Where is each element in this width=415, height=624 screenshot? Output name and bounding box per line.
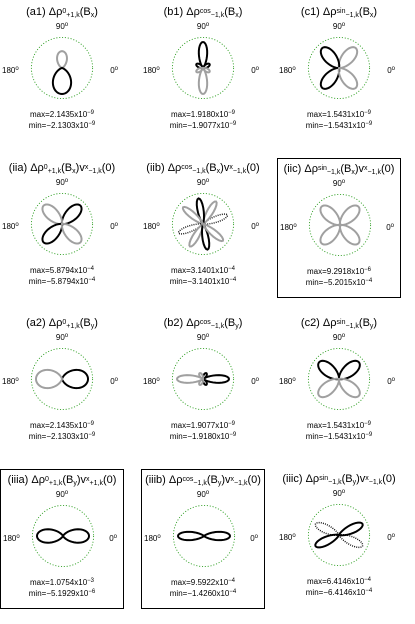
lobe-black-0 — [339, 523, 363, 536]
angle-label-0: 0$^o$ — [386, 223, 394, 232]
angle-label-0: 0$^o$ — [109, 534, 117, 543]
lobe-dotted-1 — [315, 523, 339, 536]
polar-panel-iia — [0, 158, 124, 298]
panel-argsub: y — [369, 323, 374, 330]
panel-label: (b1) — [163, 6, 184, 18]
min-value: $\min=-5.8794x10^{-4}$ — [28, 277, 96, 286]
angle-label-90: 90$^o$ — [196, 22, 210, 31]
lobe-gray-3 — [62, 224, 82, 244]
panel-sup: 0 — [45, 476, 49, 483]
panel-label: (iib) — [146, 162, 165, 174]
lobe-black-0 — [62, 204, 82, 224]
lobes — [179, 198, 228, 249]
lobe-black-1 — [37, 529, 63, 543]
panel-title — [0, 162, 124, 176]
panel-title — [0, 6, 124, 20]
panel-sup: cos — [181, 164, 193, 171]
panel-v: v — [358, 163, 365, 175]
panel-title — [141, 317, 265, 331]
min-value: $\min=-6.4146x10^{-4}$ — [305, 588, 373, 597]
panel-argsub: x — [351, 169, 355, 176]
panel-sup: 0 — [62, 8, 67, 15]
angle-label-180: 180$^o$ — [280, 223, 297, 232]
panel-vend: (0) — [101, 162, 116, 174]
panel-arg: (B — [358, 6, 370, 18]
panel-title — [278, 163, 400, 177]
panel-sub: −1,k — [326, 169, 341, 176]
angle-label-90: 90$^o$ — [196, 178, 210, 187]
polar-panel-iic — [277, 158, 401, 298]
panel-sub: +1,k — [66, 12, 80, 19]
panel-argsub: y — [217, 480, 222, 487]
lobe-black-0 — [339, 361, 360, 379]
polar-panel-iiia — [0, 469, 124, 609]
lobes — [177, 373, 229, 385]
min-value: $\min=-2.1303x10^{-9}$ — [28, 432, 96, 441]
panel-symbol: Δρ — [186, 317, 200, 329]
panel-symbol: Δρ — [167, 162, 182, 174]
panel-vsub: −1,k — [88, 168, 102, 175]
lobes — [318, 361, 360, 397]
polar-plot — [167, 188, 239, 260]
polar-panel-iiic — [277, 469, 401, 609]
polar-plot — [168, 500, 240, 572]
panel-sup: 0 — [43, 164, 48, 171]
angle-label-0: 0$^o$ — [110, 66, 118, 75]
panel-symbol: Δρ — [31, 474, 46, 486]
angle-label-0: 0$^o$ — [110, 222, 118, 231]
panel-arg: (B — [340, 163, 352, 175]
max-value: $\max=2.1435x10^{-9}$ — [30, 421, 94, 430]
max-value: $\max=1.0754x10^{-3}$ — [30, 578, 94, 587]
lobe-black-2 — [315, 535, 339, 548]
panel-vend: (0) — [246, 162, 260, 174]
lobe-gray-3 — [339, 68, 357, 89]
min-value: $\min=-5.1929x10^{-6}$ — [28, 589, 96, 598]
panel-title — [277, 317, 401, 331]
lobe-gray-3 — [339, 379, 360, 397]
panel-symbol: Δρ — [304, 163, 318, 175]
lobe-gray-3 — [183, 207, 203, 224]
max-value: $\max=3.1401x10^{-4}$ — [171, 266, 235, 275]
panel-label: (a1) — [26, 6, 46, 18]
min-value: $\min=-1.4260x10^{-4}$ — [169, 589, 237, 598]
panel-title — [141, 6, 265, 20]
min-value: $\min=-2.1303x10^{-9}$ — [28, 121, 96, 130]
panel-arg: (B — [206, 474, 218, 486]
panel-argsub: x — [235, 12, 239, 19]
panel-vend: (0) — [380, 163, 395, 175]
panel-arg: (B — [79, 317, 91, 329]
polar-plot — [26, 188, 98, 260]
polar-plot — [26, 343, 98, 415]
panel-argsub: y — [235, 323, 239, 330]
panel-sub: −1,k — [328, 479, 342, 486]
lobe-gray-2 — [320, 225, 340, 245]
angle-label-180: 180$^o$ — [143, 222, 160, 231]
lobe-gray-7 — [203, 224, 223, 241]
angle-label-90: 90$^o$ — [55, 490, 69, 499]
panel-sub: −1,k — [192, 168, 206, 175]
polar-plot — [27, 500, 99, 572]
min-value: $\min=-1.5431x10^{-9}$ — [305, 121, 373, 130]
polar-panel-b1 — [141, 2, 265, 142]
lobes — [53, 51, 71, 94]
polar-plot — [26, 32, 98, 104]
panel-arg: (B — [62, 474, 74, 486]
panel-vsup: x — [84, 164, 89, 171]
lobe-black-1 — [321, 47, 339, 68]
panel-arg: (B — [358, 317, 370, 329]
min-value: $\min=-3.1401x10^{-4}$ — [169, 277, 237, 286]
panel-sub: +1,k — [48, 480, 63, 487]
panel-title — [277, 473, 401, 487]
panel-symbol: Δρ — [30, 162, 44, 174]
max-value: $\max=2.1435x10^{-9}$ — [30, 110, 94, 119]
lobe-gray-1 — [42, 204, 62, 224]
panel-label: (iic) — [283, 163, 302, 175]
angle-label-90: 90$^o$ — [55, 22, 69, 31]
max-value: $\max=1.5431x10^{-9}$ — [307, 421, 371, 430]
angle-label-90: 90$^o$ — [332, 179, 346, 188]
panel-argsub: y — [90, 323, 95, 330]
lobe-dotted-4 — [179, 224, 203, 234]
panel-argend: ) — [238, 317, 243, 329]
lobe-gray-2 — [318, 379, 339, 397]
panel-argsub: x — [90, 12, 95, 19]
angle-label-180: 180$^o$ — [279, 533, 296, 542]
panel-label: (iiic) — [282, 473, 303, 485]
lobe-gray-0 — [339, 47, 357, 68]
panel-v: v — [223, 162, 230, 174]
panel-symbol: Δρ — [48, 317, 63, 329]
panel-argend: ) — [238, 6, 243, 18]
lobe-black-2 — [321, 68, 339, 89]
lobes — [178, 532, 230, 540]
panel-v: v — [79, 162, 85, 174]
panel-arg: (B — [61, 162, 73, 174]
panel-label: (c2) — [300, 317, 320, 329]
panel-vsub: −1,k — [368, 479, 383, 486]
lobes — [320, 205, 359, 244]
angle-label-0: 0$^o$ — [251, 222, 259, 231]
panel-v: v — [80, 474, 87, 486]
panel-vsub: −1,k — [367, 169, 381, 176]
angle-label-180: 180$^o$ — [279, 377, 296, 386]
polar-plot — [303, 343, 375, 415]
angle-label-180: 180$^o$ — [143, 66, 160, 75]
max-value: $\max=5.8794x10^{-4}$ — [30, 266, 94, 275]
angle-label-180: 180$^o$ — [143, 377, 160, 386]
panel-arg: (B — [205, 162, 217, 174]
polar-panel-iib — [141, 158, 265, 298]
polar-plot — [303, 32, 375, 104]
lobes — [37, 529, 89, 543]
max-value: $\max=1.5431x10^{-9}$ — [307, 110, 371, 119]
lobes — [42, 204, 81, 243]
polar-plot — [303, 499, 375, 571]
panel-argend: ) — [373, 317, 378, 329]
panel-argend: ) — [94, 317, 98, 329]
lobe-black-1 — [318, 361, 339, 379]
panel-argend: ) — [76, 474, 81, 486]
lobe-dotted-3 — [339, 535, 363, 548]
angle-label-90: 90$^o$ — [196, 333, 210, 342]
max-value: $\max=6.4146x10^{-4}$ — [307, 577, 371, 586]
panel-symbol: Δρ — [305, 473, 320, 485]
panel-argend: ) — [75, 162, 80, 174]
panel-symbol: Δρ — [168, 474, 183, 486]
panel-vsub: −1,k — [234, 480, 248, 487]
angle-label-180: 180$^o$ — [2, 377, 19, 386]
lobe-gray-1 — [320, 205, 340, 225]
panel-argend: ) — [94, 6, 98, 18]
polar-panel-a1 — [0, 2, 124, 142]
lobe-gray-0 — [340, 205, 360, 225]
lobes — [321, 47, 357, 89]
panel-symbol: Δρ — [48, 6, 63, 18]
panel-argsub: x — [72, 168, 76, 175]
max-value: $\max=1.9077x10^{-9}$ — [171, 421, 235, 430]
polar-panel-b2 — [141, 313, 265, 453]
panel-sup: cos — [199, 8, 211, 15]
angle-label-90: 90$^o$ — [332, 22, 346, 31]
panel-arg: (B — [341, 473, 353, 485]
max-value: $\max=9.2918x10^{-6}$ — [307, 267, 371, 276]
angle-label-0: 0$^o$ — [387, 533, 395, 542]
polar-plot — [167, 343, 239, 415]
lobe-gray-0 — [57, 51, 67, 68]
panel-label: (iiib) — [145, 474, 166, 486]
panel-title — [277, 6, 401, 20]
lobes — [36, 370, 88, 388]
panel-vend: (0) — [247, 474, 261, 486]
panel-sup: cos — [199, 319, 211, 326]
panel-sup: sin — [317, 165, 327, 172]
lobes — [315, 523, 362, 548]
panel-label: (c1) — [300, 6, 320, 18]
min-value: $\min=-1.5431x10^{-9}$ — [305, 432, 373, 441]
panel-vend: (0) — [382, 473, 396, 485]
angle-label-90: 90$^o$ — [55, 178, 69, 187]
lobe-gray-1 — [203, 201, 217, 224]
panel-argend: ) — [354, 163, 359, 175]
angle-label-90: 90$^o$ — [332, 333, 346, 342]
polar-plot — [167, 32, 239, 104]
panel-vsub: −1,k — [232, 168, 247, 175]
panel-arg: (B — [224, 317, 236, 329]
angle-label-180: 180$^o$ — [2, 66, 19, 75]
polar-plot — [304, 189, 376, 261]
panel-vend: (0) — [102, 474, 117, 486]
lobe-black-1 — [53, 68, 71, 94]
panel-title — [0, 317, 124, 331]
lobes — [196, 42, 209, 94]
angle-label-180: 180$^o$ — [279, 66, 296, 75]
angle-label-90: 90$^o$ — [332, 489, 346, 498]
lobe-dotted-0 — [203, 214, 227, 224]
panel-sub: −1,k — [210, 12, 225, 19]
panel-argend: ) — [356, 473, 360, 485]
min-value: $\min=-1.9077x10^{-9}$ — [169, 121, 237, 130]
panel-sub: −1,k — [345, 12, 359, 19]
panel-sub: +1,k — [47, 168, 62, 175]
panel-sub: −1,k — [210, 323, 225, 330]
panel-symbol: Δρ — [322, 6, 337, 18]
panel-argsub: y — [352, 479, 357, 486]
panel-sup: sin — [336, 8, 346, 15]
polar-panel-c1 — [277, 2, 401, 142]
panel-argend: ) — [220, 162, 224, 174]
panel-label: (b2) — [163, 317, 184, 329]
panel-argsub: x — [369, 12, 374, 19]
polar-panel-iiib — [141, 469, 265, 609]
panel-title — [141, 162, 265, 176]
max-value: $\max=9.5922x10^{-4}$ — [171, 578, 235, 587]
panel-argend: ) — [221, 474, 226, 486]
panel-vsup: x — [230, 476, 235, 483]
panel-vsup: x — [229, 164, 233, 171]
panel-arg: (B — [79, 6, 91, 18]
max-value: $\max=1.9180x10^{-9}$ — [171, 110, 235, 119]
panel-v: v — [359, 473, 366, 485]
panel-argend: ) — [373, 6, 378, 18]
panel-arg: (B — [224, 6, 236, 18]
panel-argsub: x — [216, 168, 221, 175]
angle-label-0: 0$^o$ — [110, 377, 118, 386]
polar-panel-a2 — [0, 313, 124, 453]
angle-label-0: 0$^o$ — [250, 534, 258, 543]
angle-label-180: 180$^o$ — [144, 534, 161, 543]
lobe-black-0 — [204, 532, 230, 540]
lobe-gray-5 — [189, 224, 203, 247]
angle-label-0: 0$^o$ — [387, 66, 395, 75]
lobe-gray-3 — [340, 225, 360, 245]
panel-vsup: x — [86, 476, 90, 483]
panel-sup: sin — [336, 319, 346, 326]
polar-panel-c2 — [277, 313, 401, 453]
lobe-black-1 — [178, 532, 204, 540]
angle-label-0: 0$^o$ — [251, 377, 259, 386]
panel-sub: +1,k — [66, 323, 80, 330]
panel-sub: −1,k — [193, 480, 207, 487]
panel-label: (a2) — [26, 317, 46, 329]
min-value: $\min=-1.9180x10^{-9}$ — [169, 432, 237, 441]
panel-title — [142, 474, 264, 488]
panel-sup: 0 — [62, 319, 67, 326]
lobe-black-2 — [42, 224, 62, 244]
panel-sub: −1,k — [345, 323, 359, 330]
angle-label-0: 0$^o$ — [387, 377, 395, 386]
panel-sup: sin — [319, 475, 329, 482]
panel-vsup: x — [364, 165, 368, 172]
panel-label: (iia) — [8, 162, 28, 174]
angle-label-180: 180$^o$ — [3, 534, 20, 543]
angle-label-90: 90$^o$ — [55, 333, 69, 342]
lobe-gray-1 — [36, 370, 62, 388]
angle-label-90: 90$^o$ — [196, 490, 210, 499]
panel-v: v — [225, 474, 231, 486]
panel-title — [1, 474, 123, 488]
panel-vsup: x — [365, 475, 369, 482]
angle-label-180: 180$^o$ — [2, 222, 19, 231]
lobe-black-0 — [62, 370, 88, 388]
panel-vsub: +1,k — [89, 480, 103, 487]
panel-argsub: y — [73, 480, 77, 487]
min-value: $\min=-5.2015x10^{-4}$ — [305, 278, 373, 287]
panel-sup: cos — [182, 476, 194, 483]
panel-label: (iiia) — [7, 474, 29, 486]
lobe-black-0 — [63, 529, 89, 543]
angle-label-0: 0$^o$ — [251, 66, 259, 75]
panel-symbol: Δρ — [186, 6, 200, 18]
panel-symbol: Δρ — [322, 317, 337, 329]
